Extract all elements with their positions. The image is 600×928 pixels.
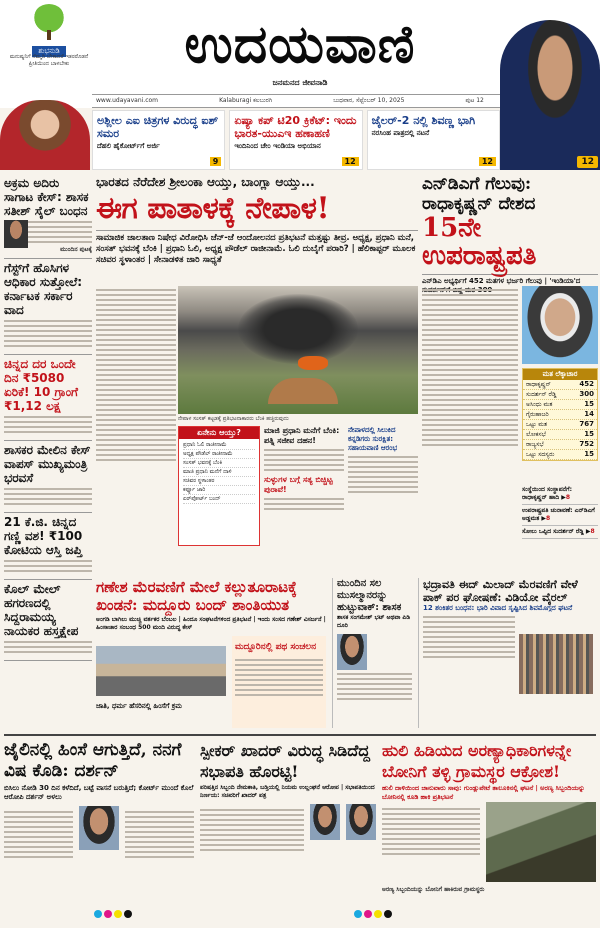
what-happened-box (178, 426, 260, 546)
tally-row: ಒಟ್ಟು ಸದಸ್ಯರು 15 (523, 450, 597, 460)
tally-row: ರಾಜ್ಯಸಭೆ 752 (523, 440, 597, 450)
story-headline: ಸ್ಪೀಕರ್ ಖಾದರ್ ವಿರುದ್ಧ ಸಿಡಿದೆದ್ದ ಸಭಾಪತಿ ಹೊರಟ್ಟಿ! (200, 741, 371, 781)
left-story[interactable] (4, 580, 92, 661)
left-story[interactable] (4, 441, 92, 513)
maddur-photo (96, 646, 226, 696)
actor-photo (500, 20, 600, 170)
left-story[interactable] (4, 355, 92, 441)
side-story[interactable] (348, 426, 418, 546)
story-sub: ಪರಿಷತ್ತಿನ ಸಿಬ್ಬಂದಿ ನೇಮಕಾತಿ, ಬಡ್ತಿಯಲ್ಲಿ ನಿಯಮ ಉಲ್ಲಂಘನೆ ಆರೋಪ | ಸಭಾಪತಿಯಿಂದ ನಿರ್ಣಯ: ಸಚಿವರಿಗೆ ಖಾದರ್ ಪತ್ರ (200, 784, 375, 799)
story-headline: ಮುಂದಿನ ಸಲ ಮುಸಲ್ಮಾನರನ್ನು ಹುಟ್ಟುವಾಕ್: ಶಾಸಕ (337, 578, 402, 613)
lead-text-column (96, 286, 176, 464)
lead-photo (178, 286, 418, 414)
darshan-photo (79, 806, 119, 850)
maddur-caption: ಜಾತಿ, ಧರ್ಮ ಹೆಸರಿನಲ್ಲಿ ಹಿಂಸೆಗೆ ಕ್ರಮ (96, 702, 182, 710)
side-story[interactable] (264, 426, 344, 546)
story-headline: ಸುಳ್ಳುಗಳ ಬಗ್ಗೆ ಸತ್ಯ ಬಿಚ್ಚಿಟ್ಟ ಪುರಾವೆ! (264, 475, 333, 494)
list-item: ಸಂಸತ್ ಭವನಕ್ಕೆ ಬೆಂಕಿ (183, 459, 255, 468)
story-headline: ಹುಲಿ ಹಿಡಿಯದ ಅರಣ್ಯಾಧಿಕಾರಿಗಳನ್ನೇ ಬೋನಿಗೆ ತಳ್ಳಿ ಗ್ರಾಮಸ್ಥರ ಆಕ್ರೋಶ! (382, 741, 572, 781)
photo-caption: ಅರಣ್ಯ ಸಿಬ್ಬಂದಿಯನ್ನು ಬೋನಿಗೆ ಹಾಕಿರುವ ಗ್ರಾಮಸ್ಥರು (382, 886, 485, 893)
newspaper-tagline: ಜನಮನದ ಜೀವನಾಡಿ (272, 78, 328, 87)
list-item: ಮಾಜಿ ಪ್ರಧಾನಿ ಮನೆಗೆ ದಾಳಿ (183, 468, 255, 477)
story-headline: ಶಾಸಕರ ಮೇಲಿನ ಕೇಸ್‌ ವಾಪಸ್‌ ಮುಖ್ಯಮಂತ್ರಿ ಭರವಸೆ (4, 443, 91, 485)
teaser-page: 12 (479, 157, 496, 166)
speaker-story[interactable] (200, 740, 376, 922)
registration-marks (94, 910, 154, 918)
tally-row: ಒಟ್ಟು ಮತ 767 (523, 420, 597, 430)
left-story[interactable] (4, 174, 92, 259)
story-sub: ಹುಲಿ ದಾಳಿಯಿಂದ ಜಾನುವಾರು ಸಾವು: ಗುಂಡ್ಲುಪೇಟೆ ತಾಲೂಕಿನಲ್ಲಿ ಘಟನೆ | ಅರಣ್ಯ ಸಿಬ್ಬಂದಿಯನ್ನು ಬೋನಿನಲ್ಲಿ ಕೂಡಿ ಹಾಕಿ ಪ್ರತಿಭಟನೆ (382, 784, 585, 801)
tree-logo (20, 4, 78, 55)
issue-date: ಬುಧವಾರ, ಸೆಪ್ಟೆಂಬರ್ 10, 2025 (333, 97, 405, 104)
story-sub: ಶಾಸಕ ಸಂಗಮೇಶ್ ಭಟ್ ಅಥವಾ ಪಿಡಿ ದೂರಿ (337, 614, 411, 629)
list-item: ಅಧ್ಯಕ್ಷ ಪೌಡೆಲ್ ರಾಜೀನಾಮೆ (183, 450, 255, 459)
shubhanudi-box (6, 4, 92, 104)
teaser-sub: ನರಸಿಂಹ ಪಾತ್ರದಲ್ಲಿ ನಟನೆ (371, 129, 430, 137)
newspaper-title: ಉದಯವಾಣಿ (184, 14, 416, 75)
list-item: ಪ್ರಧಾನಿ ಓಲಿ ರಾಜೀನಾಮೆ (183, 441, 255, 450)
bhadravati-story[interactable] (418, 578, 592, 728)
story-headline[interactable]: ಎನ್‌ಡಿಎಗೆ ಗೆಲುವು: ರಾಧಾಕೃಷ್ಣನ್ ದೇಶದ (422, 174, 536, 214)
actress-photo (0, 100, 90, 170)
cage-photo (486, 802, 596, 882)
tally-row: ರಾಧಾಕೃಷ್ಣನ್ 452 (523, 380, 597, 390)
lead-headline[interactable]: ಈಗ ಪಾತಾಳಕ್ಕೆ ನೇಪಾಳ! (96, 191, 330, 226)
tiger-story[interactable] (382, 740, 596, 922)
vice-president-story (422, 174, 598, 574)
lead-story (96, 174, 418, 574)
related-links (522, 484, 598, 539)
khader-photo (346, 804, 376, 840)
tally-row: ಗೈರುಹಾಜರಿ 14 (523, 410, 597, 420)
left-column (4, 174, 92, 734)
vote-tally (522, 368, 598, 461)
tally-row: ಸುದರ್ಶನ್ ರೆಡ್ಡಿ 300 (523, 390, 597, 400)
second-band (96, 578, 592, 728)
teaser-2[interactable] (229, 110, 362, 170)
left-story[interactable] (4, 513, 92, 580)
story-headline: ಭದ್ರಾವತಿ ಈದ್ ಮಿಲಾದ್ ಮೆರವಣಿಗೆ ವೇಳೆ ಪಾಕ್ ಪರ ಘೋಷಣೆ: ವಿಡಿಯೋ ವೈರಲ್ (423, 578, 578, 604)
teaser-3[interactable] (367, 110, 500, 170)
story-sub: ಬಿಸಿಲು ನೋಡಿ 30 ದಿನ ಕಳೆದಿದೆ, ಬಟ್ಟೆ ವಾಸನೆ ಬರುತ್ತಿದೆ; ಕೋರ್ಟ್ ಮುಂದೆ ಕೊಲೆ ಆರೋಪಿ ದರ್ಶನ್ ಅಳಲು (4, 784, 194, 801)
photo-caption: ನೇಪಾಳ ಸಂಸತ್ ಕಟ್ಟಡಕ್ಕೆ ಪ್ರತಿಭಟನಾಕಾರರು ಬೆಂಕಿ ಹಚ್ಚಿರುವುದು (178, 416, 289, 422)
teaser-sub: ಇಂದಿನಿಂದ ಚೇಂ ಇಂಡಿಯಾ ಅಭಿಯಾನ (234, 142, 321, 150)
side-headline: ಮದ್ದೂರಿನಲ್ಲಿ ಪಥ ಸಂಚಲನ (235, 642, 317, 652)
list-item: ಸಚಿವರ ಸ್ಥಳಾಂತರ (183, 477, 255, 486)
story-sub: 12 ಶಂಕಿತರ ಬಂಧನ: ಭಾರಿ ವಿವಾದ ಸೃಷ್ಟಿಸಿದ ಶಿವಮೊಗ್ಗದ ಘಟನೆ (423, 604, 573, 612)
teaser-head: ಅಶ್ಲೀಲ ಎಐ ಚಿತ್ರಗಳ ವಿರುದ್ಧ ಐಶ್ ಸಮರ (97, 114, 219, 140)
story-sub: ಅಂಗಡಿ ಬಾಗಿಲು ಮುಚ್ಚಿ ವರ್ತಕರ ಬೆಂಬಲ | ಹಿಂದೂ ಸಂಘಟನೆಗಳಿಂದ ಪ್ರತಿಭಟನೆ | ಇಂದು ಸಂಸದ ಗಣೇಶ್ ವಿಸರ್ಜನೆ | ಹಿಂಸಾಚಾರ ಸಂಬಂಧ 500 ಮಂದಿ ವಿರುದ್ಧ ಕೇಸ್ (96, 616, 326, 631)
tally-title: ಮತ ಲೆಕ್ಕಾಚಾರ (523, 369, 597, 380)
related-link[interactable]: ಉಪರಾಷ್ಟ್ರಪತಿ ಚುನಾವಣೆ: ಎನ್‌ಡಿಎಗೆ ಅಡ್ಡಮತ ▶8 (522, 505, 598, 526)
teaser-page: 12 (342, 157, 359, 166)
tree-icon (32, 4, 66, 38)
box-title: ಏನೇನು ಆಯ್ತು? (179, 427, 259, 439)
story-headline-main[interactable]: 15ನೇ ಉಪರಾಷ್ಟ್ರಪತಿ (422, 213, 537, 271)
maddur-story[interactable] (96, 578, 326, 728)
top-teasers (92, 110, 500, 170)
mla-photo (337, 634, 367, 670)
tally-row: ಅಸಿಂಧು ಮತ 15 (523, 400, 597, 410)
edition: Kalaburagi ಕಲಬುರಗಿ (219, 97, 273, 104)
teaser-sub: ದೆಹಲಿ ಹೈಕೋರ್ಟ್‌ಗೆ ಅರ್ಜಿ (97, 142, 160, 150)
related-link[interactable]: ಸಂಸ್ಥೆಯಿಂದ ಸಂಸ್ಥಾಪನೆಗೆ: ರಾಧಾಕೃಷ್ಣನ್ ಹಾದಿ ▶8 (522, 484, 598, 505)
lead-body (96, 286, 418, 576)
registration-marks (354, 910, 414, 918)
story-headline: ಕೊಲ್ ಮೇಲ್ ಹಗರಣದಲ್ಲಿ ಸಿದ್ದರಾಮಯ್ಯ ನಾಯಕರ ಹಸ್ತಕ್ಷೇಪ (4, 582, 79, 638)
bottom-band (4, 734, 596, 920)
tally-row: ಲೋಕಸಭೆ 15 (523, 430, 597, 440)
list-item: ಏರ್‌ಪೋರ್ಟ್ ಬಂದ್ (183, 495, 255, 504)
shubhanudi-label: ಶುಭನುಡಿ (32, 46, 65, 57)
story-text (422, 286, 518, 449)
lead-deck: ಸಾಮಾಜಿಕ ಜಾಲತಾಣ ನಿಷೇಧ ವಿರೋಧಿಸಿ ಜೆನ್-ಜೆ ಆಂದೋಲನದ ಪ್ರತಿಭಟನೆ ಮತ್ತಷ್ಟು ತೀವ್ರ. ಅಧ್ಯಕ್ಷ, ಪ್ರಧಾನಿ ಮನೆ, ಸಂಸತ್ ಭವನಕ್ಕೆ ಬೆಂಕಿ | ಪ್ರಧಾನಿ ಓಲಿ, ಅಧ್ಯಕ್ಷ ಪೌಡೆಲ್ ರಾಜೀನಾಮೆ. ಓಲಿ ದುಬೈಗೆ ಪರಾರಿ? | ಹೆಲಿಕಾಪ್ಟರ್ ಮೂಲಕ ಸಚಿವರ ಸ್ಥಳಾಂತರ | ಸೇನಾಡಳಿತ ಜಾರಿ ಸಾಧ್ಯತೆ (96, 230, 418, 266)
darshan-story[interactable] (4, 740, 194, 922)
teaser-1[interactable] (92, 110, 225, 170)
left-story[interactable] (4, 259, 92, 355)
lead-kicker: ಭಾರತದ ನೆರೆದೇಶ ಶ್ರೀಲಂಕಾ ಆಯ್ತು, ಬಾಂಗ್ಲಾ ಆಯ್ತು... (96, 175, 315, 189)
story-headline: ಗೆಸ್ಟ್‌ಗೆ ಹೊಸಿಗಳ ಆಧಿಕಾರ ಸುತ್ತೋಲೆ: ಕರ್ನಾಟಕ ಸರ್ಕಾರ ವಾದ (4, 261, 83, 317)
lead-sidebars (178, 426, 418, 576)
radhakrishnan-photo (522, 286, 598, 364)
related-link[interactable]: ಸೋಲು ಒಪ್ಪಿದ ಸುದರ್ಶನ್ ರೆಡ್ಡಿ ▶8 (522, 526, 598, 539)
story-headline: ಮಾಜಿ ಪ್ರಧಾನಿ ಮನೆಗೆ ಬೆಂಕಿ: ಪತ್ನಿ ಸಜೀವ ದಹನ! (264, 426, 340, 445)
story-headline: ಜೈಲಿನಲ್ಲಿ ಹಿಂಸೆ ಆಗುತ್ತಿದೆ, ನನಗೆ ವಿಷ ಕೊಡಿ: ದರ್ಶನ್ (4, 740, 182, 781)
crowd-photo (519, 634, 593, 694)
page-count: ಪುಟ 12 (465, 97, 484, 104)
shubhanudi-quote: ಮನುಷ್ಯನಿಗೆ ನೆಮ್ಮದಿ ಬೇಕಾದರೆ ಇತರರೊಡನೆ ಪ್ರೀತಿಯಿಂದ ಬಾಳಬೇಕು (9, 54, 89, 67)
story-headline: ಚಿನ್ನದ ದರ ಒಂದೇ ದಿನ ₹5080 ಏರಿಕೆ! 10 ಗ್ರಾಂಗೆ ₹1,12 ಲಕ್ಷ (4, 357, 79, 413)
story-headline: ಅಕ್ರಮ ಅದಿರು ಸಾಗಾಟ ಕೇಸ್: ಶಾಸಕ ಸತೀಶ್ ಸೈಲ್ ಬಂಧನ (4, 176, 89, 218)
website: www.udayavani.com (96, 97, 159, 104)
list-item: ಕರ್ಫ್ಯೂ ಜಾರಿ (183, 486, 255, 495)
mugshot (4, 220, 28, 248)
more-link[interactable]: ಮುಂದಿನ ಪುಟಕ್ಕೆ (60, 246, 92, 253)
horatti-photo (310, 804, 340, 840)
maddur-side-box (232, 636, 326, 728)
story-deck: ಎನ್‌ಡಿಎ ಅಭ್ಯರ್ಥಿಗೆ 452 ಮತಗಳ ಭರ್ಜರಿ ಗೆಲುವು | 'ಇಂಡಿಯಾ'ದ (422, 274, 598, 295)
page-ref-badge: 12 (577, 156, 598, 168)
story-headline: ನೇಪಾಳದಲ್ಲಿ ಸಿಲುಕಿದ ಕನ್ನಡಿಗರು ಸುರಕ್ಷಿತ: ಸಹಾಯವಾಣಿ ಆರಂಭ (348, 426, 398, 452)
story-headline: ಗಣೇಶ ಮೆರವಣಿಗೆ ಮೇಲೆ ಕಲ್ಲುತೂರಾಟಕ್ಕೆ ಖಂಡನೆ: ಮದ್ದೂರು ಬಂದ್ ಶಾಂತಿಯುತ (96, 578, 297, 614)
teaser-head: ಏಷ್ಯಾ ಕಪ್ ಟಿ20 ಕ್ರಿಕೆಟ್: ಇಂದು ಭಾರತ-ಯುಎಇ ಹಣಾಹಣಿ (234, 114, 357, 140)
teaser-head: ಜೈಲರ್-2 ನಲ್ಲಿ ಶಿವಣ್ಣ ಭಾಗಿ (371, 114, 476, 127)
teaser-page: 9 (210, 157, 222, 166)
story-headline: 21 ಕೆ.ಜಿ. ಚಿನ್ನದ ಗಣ್ಣಿ ವಶ! ₹100 ಕೋಟಿಯ ಆಸ್ತಿ ಜಪ್ತಿ (4, 515, 83, 557)
mla-story[interactable] (332, 578, 412, 728)
